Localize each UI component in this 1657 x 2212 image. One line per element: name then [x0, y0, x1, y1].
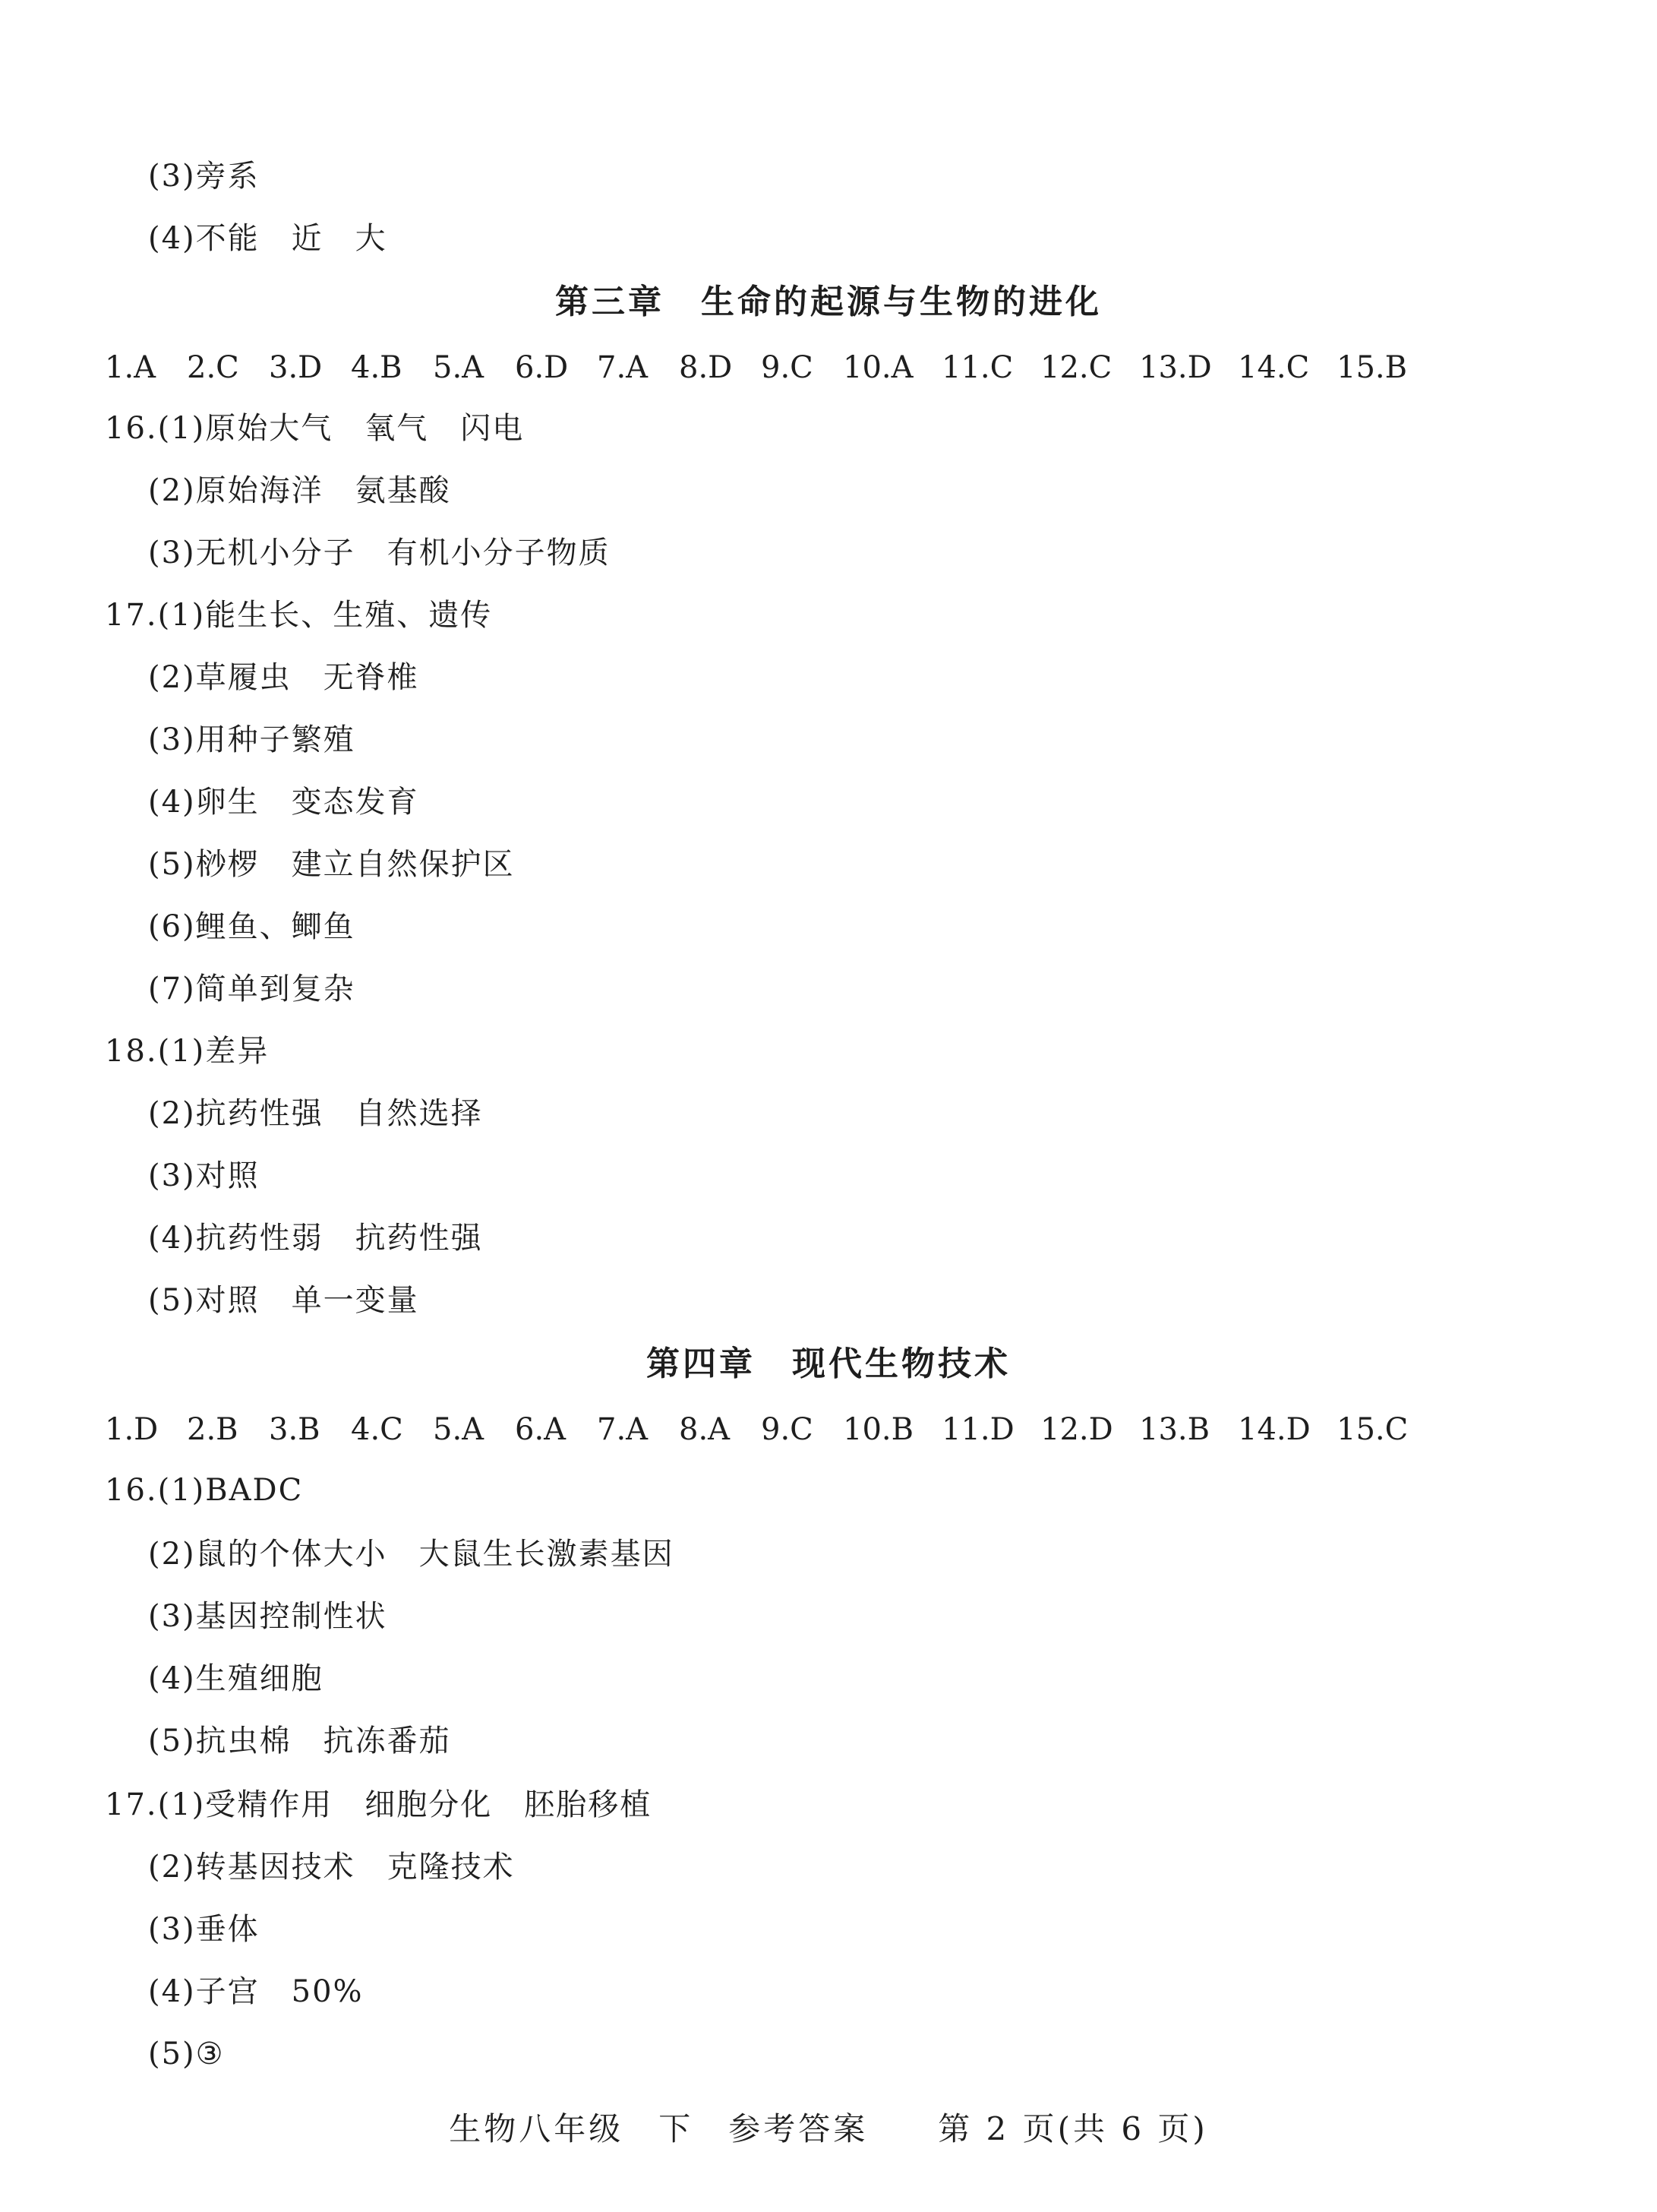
answer-line: (2)原始海洋 氨基酸 [148, 473, 451, 508]
mc-answer: 14.C [1238, 350, 1310, 385]
answer-line: (2)草履虫 无脊椎 [148, 660, 419, 695]
answer-line: (3)基因控制性状 [148, 1599, 387, 1634]
answer-line: (7)简单到复杂 [148, 972, 355, 1006]
answer-line: (4)子宫 50% [148, 1974, 364, 2009]
mc-answer: 12.C [1040, 350, 1113, 385]
mc-answer: 1.A [105, 350, 156, 385]
mc-answer: 4.C [351, 1412, 403, 1447]
answer-line: (4)生殖细胞 [148, 1661, 324, 1696]
mc-answer: 5.A [433, 1412, 484, 1447]
answer-line: (5)对照 单一变量 [148, 1283, 419, 1318]
answer-line: (4)抗药性弱 抗药性强 [148, 1221, 483, 1256]
mc-answer: 6.A [515, 1412, 567, 1447]
mc-answer: 4.B [351, 350, 402, 385]
answer-line: 18.(1)差异 [105, 1034, 270, 1069]
chapter4-title: 第四章 现代生物技术 [646, 1345, 1011, 1383]
mc-answer: 5.A [433, 350, 484, 385]
answer-line: (3)对照 [148, 1158, 260, 1193]
mc-answer: 12.D [1040, 1412, 1113, 1447]
mc-answer: 15.C [1337, 1412, 1409, 1447]
mc-answer: 14.D [1238, 1412, 1311, 1447]
mc-answer: 10.B [843, 1412, 914, 1447]
mc-answer: 8.D [679, 350, 733, 385]
answer-line: 16.(1)原始大气 氧气 闪电 [105, 411, 525, 446]
mc-answer: 6.D [515, 350, 569, 385]
answer-line: (3)无机小分子 有机小分子物质 [148, 536, 611, 570]
answer-line: (2)抗药性强 自然选择 [148, 1096, 483, 1131]
mc-answer: 10.A [843, 350, 914, 385]
answer-line: (4)卵生 变态发育 [148, 785, 419, 820]
answer-line: (3)旁系 [148, 159, 260, 194]
mc-answer: 3.B [269, 1412, 320, 1447]
answer-line: 16.(1)BADC [105, 1473, 304, 1508]
answer-line: (2)转基因技术 克隆技术 [148, 1850, 515, 1885]
answer-line: (5)③ [148, 2037, 225, 2071]
page-footer: 生物八年级 下 参考答案 第 2 页(共 6 页) [449, 2110, 1208, 2147]
mc-answer: 3.D [269, 350, 323, 385]
answer-line: (3)用种子繁殖 [148, 722, 355, 757]
answer-line: (5)抗虫棉 抗冻番茄 [148, 1724, 451, 1759]
answer-line: 17.(1)能生长、生殖、遗传 [105, 598, 493, 633]
answer-line: 17.(1)受精作用 细胞分化 胚胎移植 [105, 1787, 652, 1822]
answer-line: (4)不能 近 大 [148, 221, 387, 256]
mc-answer: 7.A [597, 1412, 649, 1447]
answer-line: (3)垂体 [148, 1912, 260, 1947]
mc-answer: 8.A [679, 1412, 731, 1447]
answer-line: (5)桫椤 建立自然保护区 [148, 847, 515, 882]
answer-line: (6)鲤鱼、鲫鱼 [148, 909, 355, 944]
mc-answer: 9.C [761, 350, 813, 385]
mc-answer: 11.C [942, 350, 1014, 385]
mc-answer: 1.D [105, 1412, 159, 1447]
mc-answer: 11.D [942, 1412, 1015, 1447]
mc-answer: 9.C [761, 1412, 813, 1447]
mc-answer: 2.B [187, 1412, 238, 1447]
mc-answer: 2.C [187, 350, 239, 385]
mc-answer: 15.B [1337, 350, 1408, 385]
mc-answer: 13.B [1139, 1412, 1210, 1447]
chapter4-multiple-choice [105, 1411, 1435, 1448]
answer-line: (2)鼠的个体大小 大鼠生长激素基因 [148, 1537, 674, 1572]
mc-answer: 7.A [597, 350, 649, 385]
chapter3-title: 第三章 生命的起源与生物的进化 [555, 283, 1102, 321]
mc-answer: 13.D [1139, 350, 1212, 385]
chapter3-multiple-choice [105, 349, 1435, 386]
